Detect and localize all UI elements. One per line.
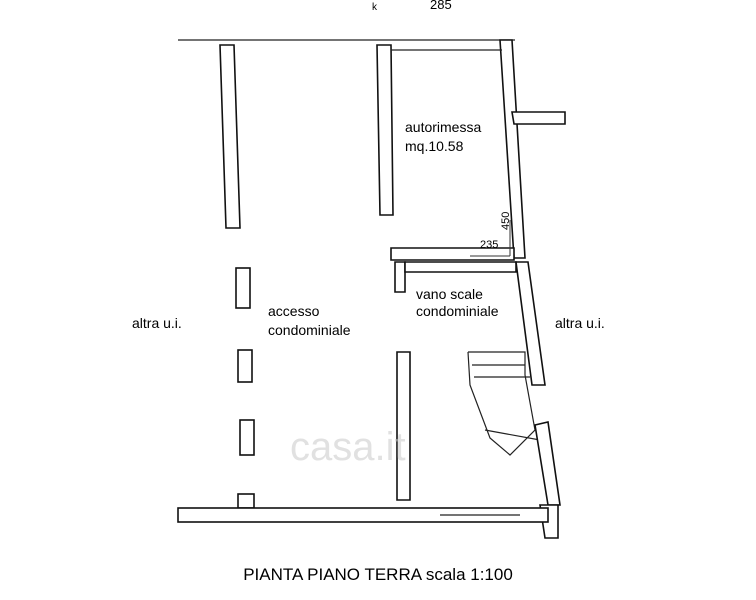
stair-top-wall [405,262,516,272]
left-pier-1 [236,268,250,308]
vano-scale-label-line1: vano scale [416,286,483,302]
plan-title: PIANTA PIANO TERRA scala 1:100 [243,565,513,584]
accesso-label-line1: accesso [268,303,320,319]
left-pier-4 [238,494,254,508]
left-pier-3 [240,420,254,455]
altra-ui-left: altra u.i. [132,315,182,331]
left-wall [220,45,240,228]
stair-left-wall [395,262,405,292]
stair-diagonal [485,430,540,440]
top-mark: k [372,2,377,13]
stair-right-wall [516,262,545,385]
casa-watermark: casa.it [290,425,406,469]
dimension-450: 450 [500,211,512,230]
top-dimension-label: 285 [430,0,452,12]
dimension-235: 235 [480,239,499,251]
staircase-outline [468,352,535,455]
autorimessa-area: mq.10.58 [405,138,464,154]
vano-scale-label-line2: condominiale [416,303,499,319]
altra-ui-right: altra u.i. [555,315,605,331]
corridor-right-wall [377,45,393,215]
left-pier-2 [238,350,252,382]
accesso-label-line2: condominiale [268,322,351,338]
lower-right-wall [535,422,560,505]
right-stub-wall [512,112,565,124]
autorimessa-label: autorimessa [405,119,482,135]
